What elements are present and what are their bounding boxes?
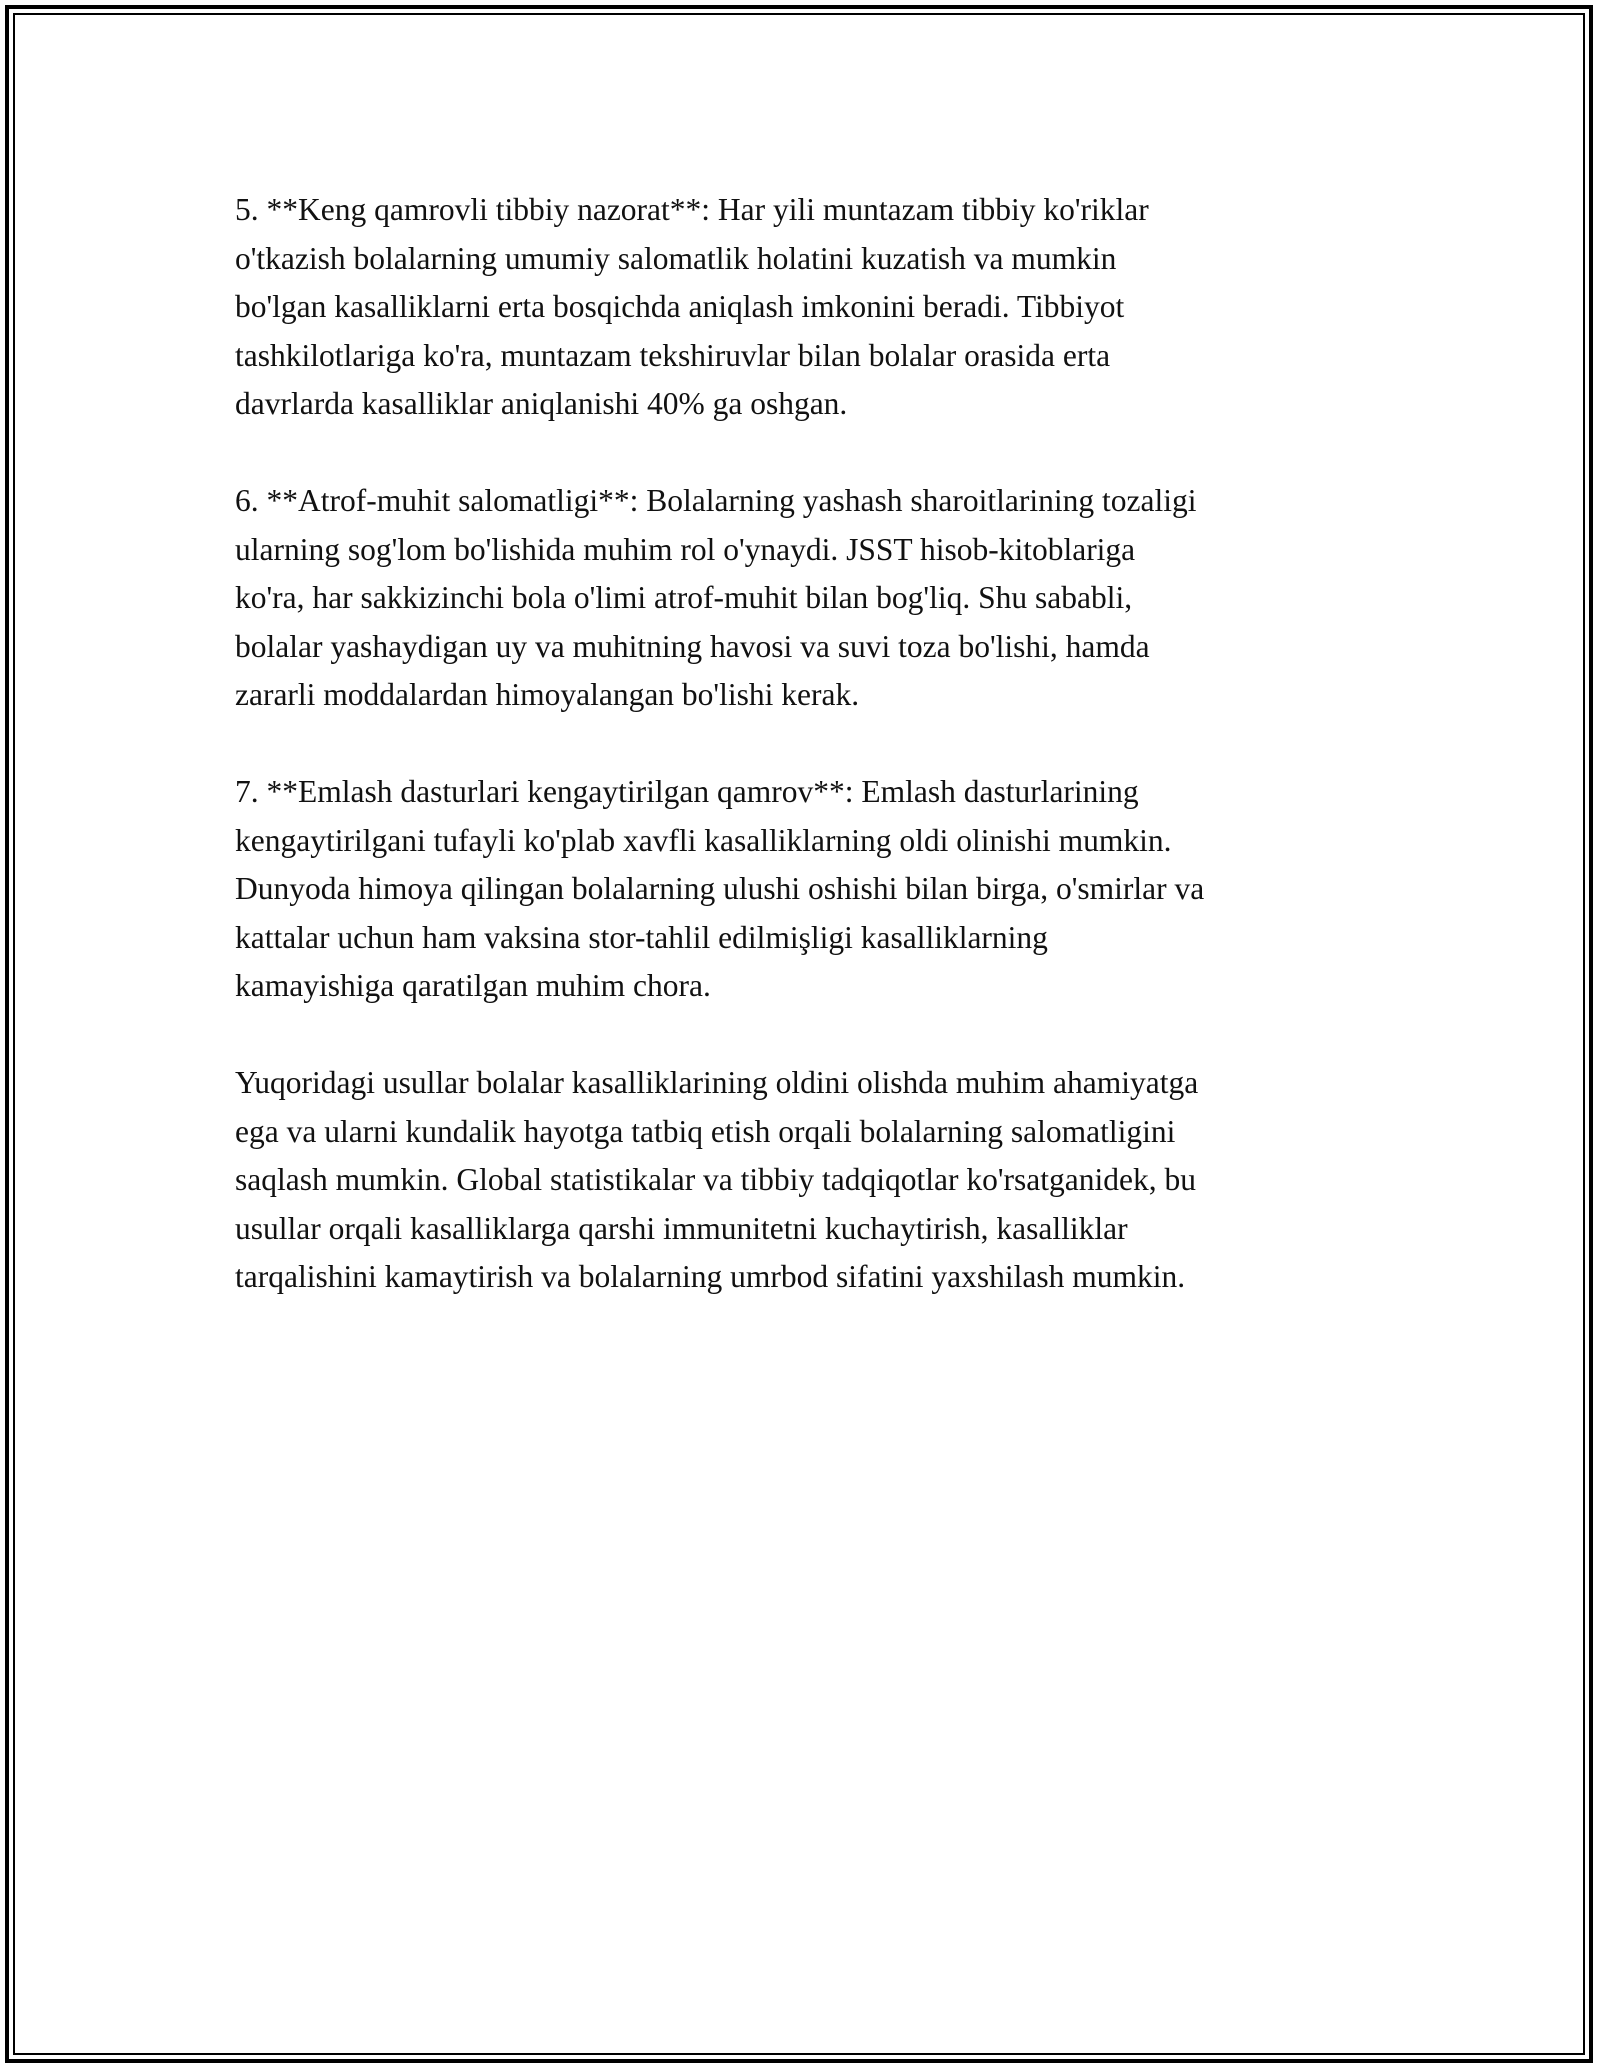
document-body — [235, 186, 1395, 1350]
paragraph-conclusion: Yuqoridagi usullar bolalar kasalliklarining oldini olishda muhim ahamiyatga ega va ularni kundalik hayotga tatbiq etish orqali bolalarning salomatligini saqlash mumkin. Global statistikalar va tibbiy tadqiqotlar ko'rsatganidek, bu usullar orqali kasalliklarga qarshi immunitetni kuchaytirish, kasalliklar tarqalishini kamaytirish va bolalarning umrbod sifatini yaxshilash mumkin. — [235, 1065, 1199, 1294]
paragraph-item-6: 6. **Atrof-muhit salomatligi**: Bolalarning yashash sharoitlarining tozaligi ularning sog'lom bo'lishida muhim rol o'ynaydi. JSST hisob-kitoblariga ko'ra, har sakkizinchi bola o'limi atrof-muhit bilan bog'liq. Shu sababli, bolalar yashaydigan uy va muhitning havosi va suvi toza bo'lishi, hamda zararli moddalardan himoyalangan bo'lishi kerak. — [235, 483, 1197, 712]
paragraph-item-5: 5. **Keng qamrovli tibbiy nazorat**: Har yili muntazam tibbiy ko'riklar o'tkazish bolalarning umumiy salomatlik holatini kuzatish va mumkin bo'lgan kasalliklarni erta bosqichda aniqlash imkonini beradi. Tibbiyot tashkilotlariga ko'ra, muntazam tekshiruvlar bilan bolalar orasida erta davrlarda kasalliklar aniqlanishi 40% ga oshgan. — [235, 192, 1149, 421]
paragraph-item-7: 7. **Emlash dasturlari kengaytirilgan qamrov**: Emlash dasturlarining kengaytirilgani tufayli ko'plab xavfli kasalliklarning oldi olinishi mumkin. Dunyoda himoya qilingan bolalarning ulushi oshishi bilan birga, o'smirlar va kattalar uchun ham vaksina stor-tahlil edilmişligi kasalliklarning kamayishiga qaratilgan muhim chora. — [235, 774, 1205, 1003]
